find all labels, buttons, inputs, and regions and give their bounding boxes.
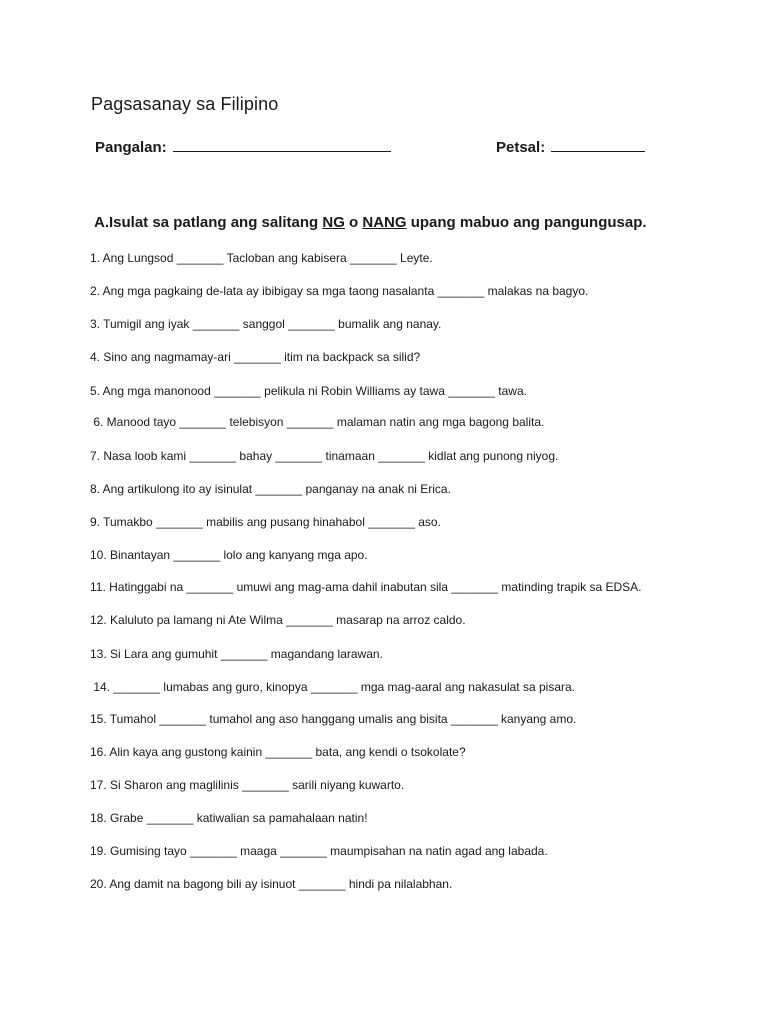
exercise-item-3: 3. Tumigil ang iyak _______ sanggol _______ bumalik ang nanay. xyxy=(90,317,442,331)
exercise-item-10: 10. Binantayan _______ lolo ang kanyang mga apo. xyxy=(90,548,368,562)
exercise-item-5: 5. Ang mga manonood _______ pelikula ni Robin Williams ay tawa _______ tawa. xyxy=(90,384,527,398)
exercise-item-17: 17. Si Sharon ang maglilinis _______ sarili niyang kuwarto. xyxy=(90,778,405,792)
exercise-item-8: 8. Ang artikulong ito ay isinulat _______ panganay na anak ni Erica. xyxy=(90,482,451,496)
name-label: Pangalan: xyxy=(95,139,167,156)
instruction-word-ng: NG xyxy=(322,214,345,231)
exercise-item-18: 18. Grabe _______ katiwalian sa pamahalaan natin! xyxy=(90,811,368,825)
exercise-item-4: 4. Sino ang nagmamay-ari _______ itim na backpack sa silid? xyxy=(90,350,421,364)
exercise-item-12: 12. Kaluluto pa lamang ni Ate Wilma _______ masarap na arroz caldo. xyxy=(90,613,466,627)
exercise-item-19: 19. Gumising tayo _______ maaga _______ maumpisahan na natin agad ang labada. xyxy=(90,844,548,858)
exercise-item-15: 15. Tumahol _______ tumahol ang aso hanggang umalis ang bisita _______ kanyang amo. xyxy=(90,712,577,726)
name-blank-line xyxy=(173,137,391,152)
exercise-item-20: 20. Ang damit na bagong bili ay isinuot _______ hindi pa nilalabhan. xyxy=(90,877,453,891)
page-title: Pagsasanay sa Filipino xyxy=(91,94,279,114)
instruction-prefix: A.Isulat sa patlang ang salitang xyxy=(94,214,323,231)
exercise-item-14: 14. _______ lumabas ang guro, kinopya _______ mga mag-aaral ang nakasulat sa pisara. xyxy=(90,680,575,694)
exercise-item-13: 13. Si Lara ang gumuhit _______ magandang larawan. xyxy=(90,647,383,661)
exercise-item-9: 9. Tumakbo _______ mabilis ang pusang hinahabol _______ aso. xyxy=(90,515,441,529)
exercise-item-16: 16. Alin kaya ang gustong kainin _______ bata, ang kendi o tsokolate? xyxy=(90,745,466,759)
exercise-item-7: 7. Nasa loob kami _______ bahay _______ tinamaan _______ kidlat ang punong niyog. xyxy=(90,449,559,463)
exercise-item-6: 6. Manood tayo _______ telebisyon _______ malaman natin ang mga bagong balita. xyxy=(90,415,545,429)
instruction-suffix: upang mabuo ang pangungusap. xyxy=(406,214,647,231)
instruction-middle: o xyxy=(344,214,363,231)
date-field xyxy=(496,137,645,156)
name-field xyxy=(95,137,391,156)
instruction-word-nang: NANG xyxy=(362,214,407,231)
exercise-item-1: 1. Ang Lungsod _______ Tacloban ang kabisera _______ Leyte. xyxy=(90,251,433,265)
exercise-item-2: 2. Ang mga pagkaing de-lata ay ibibigay sa mga taong nasalanta _______ malakas na bagyo. xyxy=(90,284,589,298)
date-blank-line xyxy=(551,137,645,152)
section-a-instruction xyxy=(94,214,647,231)
exercise-item-11: 11. Hatinggabi na _______ umuwi ang mag-ama dahil inabutan sila _______ matinding trapik sa EDSA. xyxy=(90,580,642,594)
date-label: Petsal: xyxy=(496,139,546,156)
